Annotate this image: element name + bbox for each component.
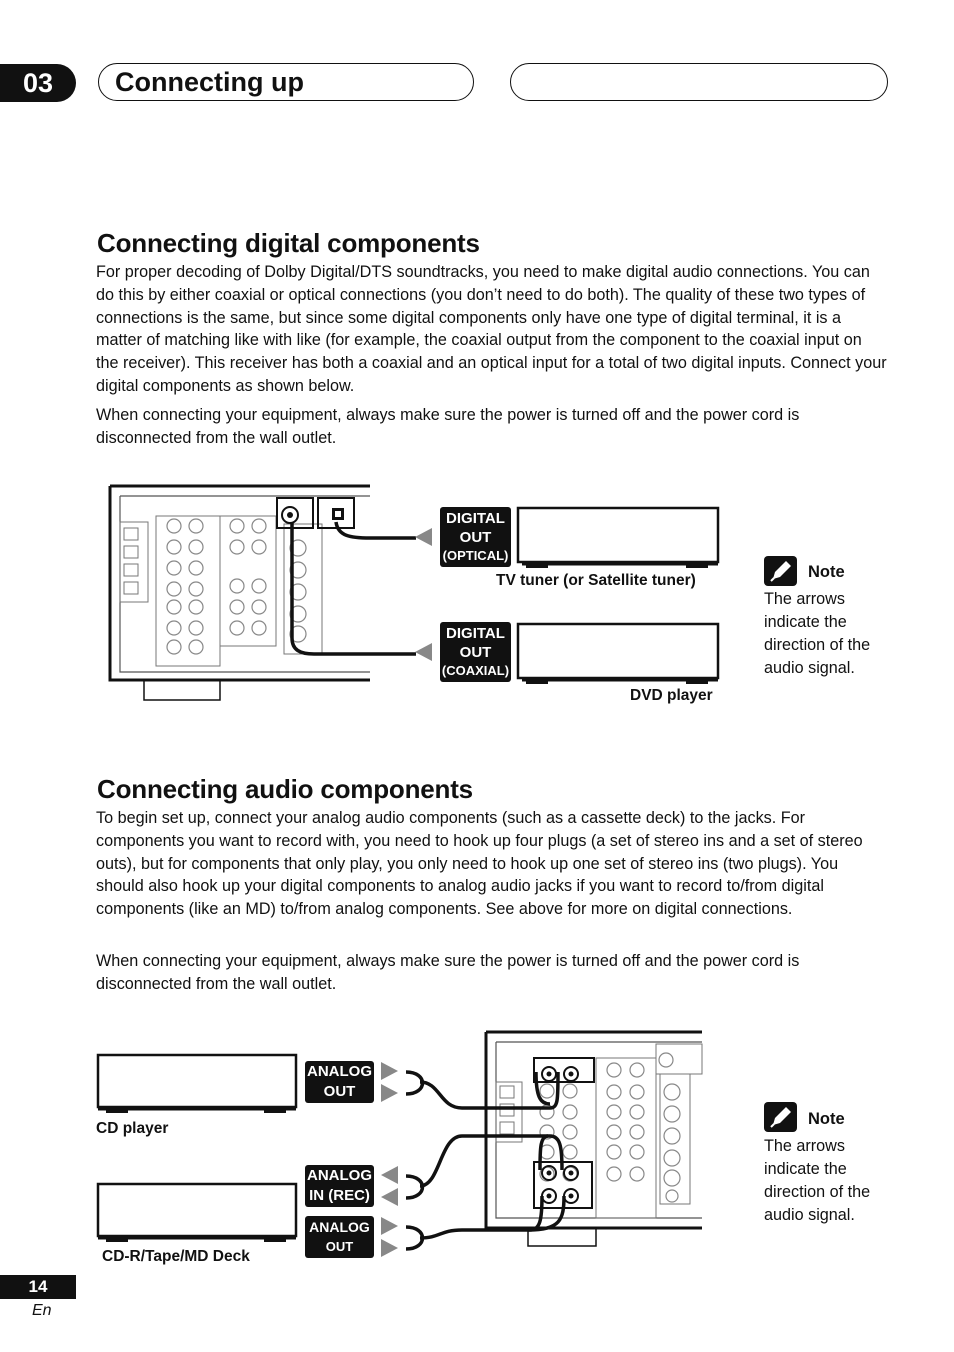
digital-paragraph-1: For proper decoding of Dolby Digital/DTS soundtracks, you need to make digital audio connections. You can do this by either coaxial or optical connections (you don’t need to do both). The quality of these two types of connections is the same, but since some digital components only have one type of digital terminal, it is a matter of matching like with like (for example, the coaxial output from the component to the coaxial input on the receiver). This receiver has both a coaxial and an optical input for a total of two digital inputs. Connect your digital components as shown below.: [96, 263, 887, 395]
tv-tuner-device: [516, 506, 722, 570]
section-heading-digital: Connecting digital components: [97, 228, 480, 258]
dvd-player-device: [516, 622, 722, 686]
page-number: 14: [0, 1275, 76, 1299]
cd-r-tape-md-deck-device: [96, 1182, 302, 1244]
audio-cables: [400, 1060, 590, 1260]
audio-paragraph-1: To begin set up, connect your analog audio components (such as a cassette deck) to the jacks. For components you want to record with, you need to hook up four plugs (a set of stereo ins and a set of stereo outs), but for components that only play, you only need to hook up one set of stereo ins (two plugs). You should also hook up your digital components to analog audio jacks if you want to record to/from digital components (like an MD) to/from analog components. See above for more on digital connections.: [96, 809, 863, 919]
arrow-left-icon: [380, 1165, 400, 1209]
arrow-left-icon: [414, 527, 434, 547]
digital-paragraph-2: When connecting your equipment, always make sure the power is turned off and the power cord is disconnected from the wall outlet.: [96, 406, 800, 447]
header-empty-box: [510, 63, 888, 101]
language-code: En: [32, 1302, 52, 1319]
tag-digital-out-coaxial: DIGITAL OUT (COAXIAL): [440, 622, 511, 682]
tag-analog-in-rec: ANALOG IN (REC): [305, 1165, 374, 1207]
device-label-dvd: DVD player: [630, 687, 713, 704]
chapter-title: Connecting up: [115, 67, 304, 97]
digital-cables: [280, 500, 420, 670]
note-title: Note: [808, 563, 845, 581]
device-label-cd-player: CD player: [96, 1120, 169, 1137]
tag-analog-out: ANALOG OUT: [305, 1061, 374, 1103]
cd-player-device: [96, 1053, 302, 1115]
arrow-right-icon: [380, 1061, 400, 1105]
device-label-tv-tuner: TV tuner (or Satellite tuner): [496, 572, 696, 589]
note-icon: [764, 1102, 797, 1132]
section-heading-audio: Connecting audio components: [97, 774, 473, 804]
arrow-right-icon: [380, 1216, 400, 1260]
note-text: The arrows indicate the direction of the audio signal.: [764, 1137, 871, 1224]
note-icon: [764, 556, 797, 586]
chapter-number: 03: [0, 64, 76, 102]
device-label-deck: CD-R/Tape/MD Deck: [102, 1248, 250, 1265]
note-title: Note: [808, 1110, 845, 1128]
tag-digital-out-optical: DIGITAL OUT (OPTICAL): [440, 507, 511, 567]
chapter-title-box: [98, 63, 474, 101]
note-text: The arrows indicate the direction of the audio signal.: [764, 590, 871, 677]
audio-paragraph-2: When connecting your equipment, always make sure the power is turned off and the power cord is disconnected from the wall outlet.: [96, 952, 800, 993]
arrow-left-icon: [414, 642, 434, 662]
tag-analog-out-play: ANALOG OUT (PLAY): [305, 1216, 374, 1258]
